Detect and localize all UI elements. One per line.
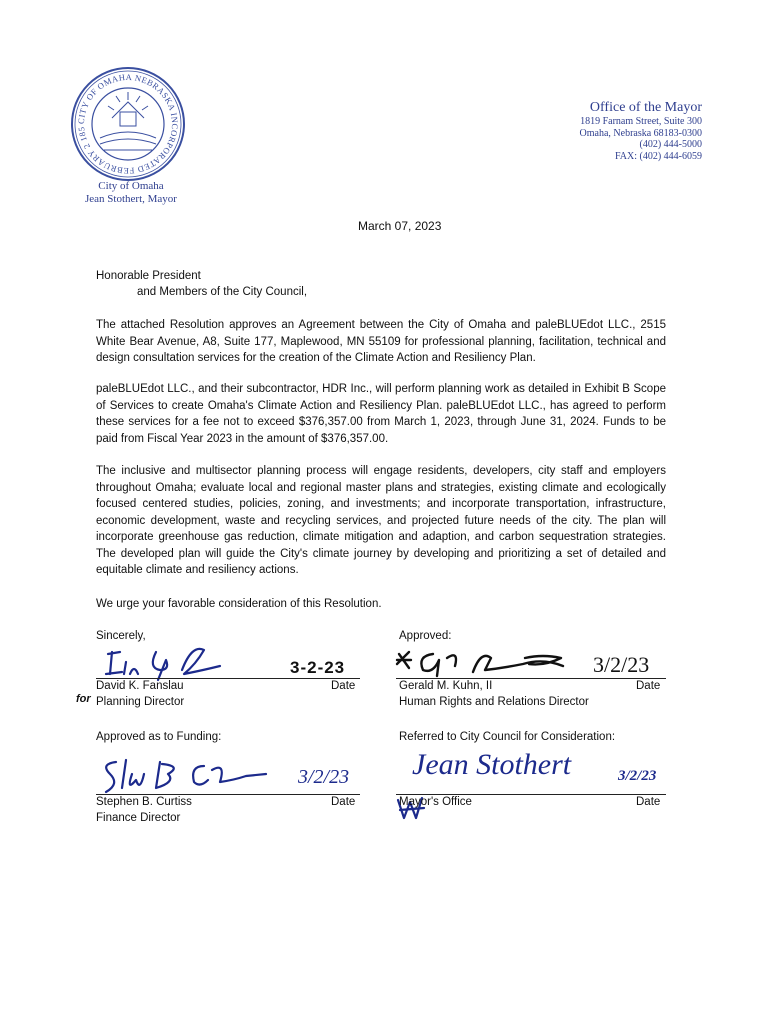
paragraph-resolution: The attached Resolution approves an Agreement between the City of Omaha and paleBLUEdot LLC., 2515 White Bear Avenue, A8, Suite 177, Maplewood, MN 55109 for professional planning, facilitation, technical and design consultation services for the creation of the Climate Action and Resiliency Plan.	[96, 319, 666, 364]
hr-director-name: Gerald M. Kuhn, II	[399, 680, 493, 692]
address-line: Omaha, Nebraska 68183-0300	[579, 127, 702, 139]
address-line: 1819 Farnam Street, Suite 300	[580, 116, 702, 127]
planning-signature	[100, 640, 230, 682]
mayor-name: Jean Stothert, Mayor	[85, 193, 177, 205]
finance-director-name: Stephen B. Curtiss	[96, 796, 192, 808]
phone-line: (402) 444-5000	[639, 139, 702, 150]
hr-signed-date: 3/2/23	[593, 652, 650, 677]
seal-text: CITY OF OMAHA NEBRASKA INCORPORATED FEBRUARY 2 185	[75, 71, 181, 177]
paragraph-process: The inclusive and multisector planning process will engage residents, developers, city staff and employers throughout Omaha; evaluate local and regional master plans and strategies, existing climate and ecologically focused centered studies, policies, zoning, and investments; and incorporate transportation, infrastructure, economic development, waste and recycling services, and projected future needs of the city. The plan will incorporate greenhouse gas reduction, climate mitigation and adaption, and carbon sequestration strategies. The developed plan will guide the City's climate journey by developing and prioritizing a set of detailed and equitable climate and resiliency actions.	[96, 465, 666, 576]
paragraph-closing: We urge your favorable consideration of this Resolution.	[96, 598, 382, 610]
planning-date-label: Date	[331, 680, 356, 692]
mayor-signature: Jean Stothert	[412, 748, 572, 781]
finance-signed-date: 3/2/23	[298, 766, 350, 788]
office-address-block	[580, 100, 702, 162]
hr-director-title: Human Rights and Relations Director	[399, 696, 589, 708]
hr-signature	[393, 640, 573, 680]
funding-label: Approved as to Funding:	[96, 731, 222, 743]
paragraph-scope: paleBLUEdot LLC., and their subcontractor, HDR Inc., will perform planning work as detailed in Exhibit B Scope of Services to create Omaha's Climate Action and Resiliency Plan. paleBLUEdot LLC., has agreed to perform these services for a fee not to exceed $376,357.00 from March 1, 2023, through June 31, 2024. Funds to be paid from Fiscal Year 2023 in the amount of $376,357.00.	[96, 383, 666, 445]
city-name: City of Omaha	[98, 180, 164, 192]
finance-director-title: Finance Director	[96, 812, 181, 824]
office-title: Office of the Mayor	[589, 100, 702, 115]
city-seal	[70, 66, 186, 182]
salutation-line-1: Honorable President	[96, 270, 201, 282]
finance-signature	[96, 752, 276, 800]
mayor-signed-date: 3/2/23	[618, 768, 657, 784]
sincerely-label: Sincerely,	[96, 630, 146, 642]
planning-director-name: David K. Fanslau	[96, 680, 184, 692]
planning-signed-date: 3-2-23	[290, 658, 346, 677]
fax-line: FAX: (402) 444-6059	[614, 150, 702, 162]
mayor-date-label: Date	[636, 796, 661, 808]
planning-director-title: Planning Director	[96, 696, 185, 708]
finance-date-label: Date	[331, 796, 356, 808]
hr-date-label: Date	[636, 680, 661, 692]
letter-date: March 07, 2023	[358, 219, 442, 233]
salutation-line-2: and Members of the City Council,	[137, 286, 308, 298]
mayor-office-label: Mayor's Office	[399, 796, 472, 808]
city-mayor-block	[48, 180, 214, 206]
council-label: Referred to City Council for Consideration:	[399, 731, 616, 743]
approved-label: Approved:	[399, 630, 452, 642]
for-note: for	[76, 693, 91, 705]
